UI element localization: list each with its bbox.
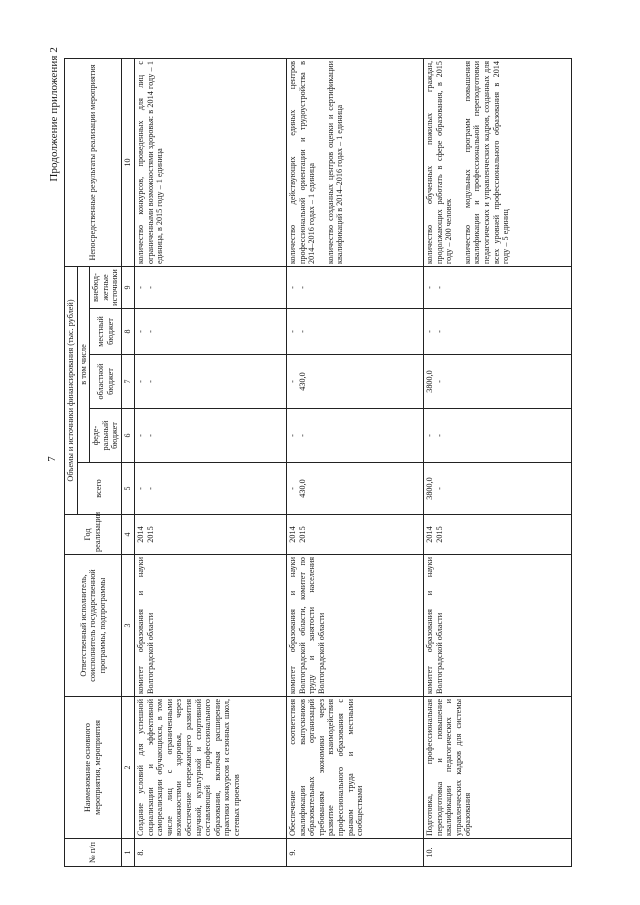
years: 2014 2015	[423, 515, 571, 555]
column-number: 10	[121, 59, 134, 267]
funding-extrabudgetary: - -	[134, 267, 286, 309]
executor: комитет образования и науки Волгоградской области, комитет по труду и занятости населения Волгоградской области	[286, 555, 423, 697]
row-number: 9.	[286, 839, 423, 867]
column-number: 1	[121, 839, 134, 867]
results	[423, 59, 571, 267]
table-row	[134, 59, 286, 867]
row-number: 10.	[423, 839, 571, 867]
funding-local: - -	[286, 309, 423, 355]
result-item: количество модульных программ повышения квалификации и профессиональной переподготовки педагогических и управленческих кадров, созданных для всех уровней профессионального образования в 2014 году – 5 единиц	[462, 61, 511, 264]
header-executor: Ответственный исполнитель, соисполнитель государственной программы, подпрограммы	[65, 555, 122, 697]
column-number: 2	[121, 697, 134, 839]
funding-local: - -	[134, 309, 286, 355]
funding-regional: - 430,0	[286, 355, 423, 409]
results	[134, 59, 286, 267]
header-regional-budget: областной бюджет	[90, 355, 122, 409]
column-number: 5	[121, 463, 134, 515]
funding-total: 3800,0 -	[423, 463, 571, 515]
column-number: 6	[121, 409, 134, 463]
funding-regional: 3800,0 -	[423, 355, 571, 409]
result-item: количество действующих единых центров профессиональной ориентации и трудоустройства в 2014–2016 годах – 1 единица	[287, 61, 317, 264]
activity-name: Подготовка, профессиональная переподготовка и повышение квалификации педагогических и управленческих кадров для системы образования	[423, 697, 571, 839]
activity-name: Обеспечение соответствия квалификации выпускников образовательных организаций требованиям экономики через развитие взаимодействия профессионального образования с рынком труда и местными сообществами	[286, 697, 423, 839]
result-item: количество созданных центров оценки и сертификации квалификаций в 2014–2016 годах – 1 единица	[325, 61, 345, 264]
table-row	[423, 59, 571, 867]
result-item: количество обученных пожилых граждан, продолжающих работать в сфере образования, в 2015 году – 200 человек	[424, 61, 454, 264]
funding-regional: - -	[134, 355, 286, 409]
appendix-caption: Продолжение приложения 2	[48, 47, 60, 182]
results	[286, 59, 423, 267]
funding-local: - -	[423, 309, 571, 355]
funding-extrabudgetary: - -	[423, 267, 571, 309]
program-table	[64, 58, 572, 867]
funding-federal: - -	[286, 409, 423, 463]
header-federal-budget: феде-ральный бюджет	[90, 409, 122, 463]
years: 2014 2015	[134, 515, 286, 555]
page-number: 7	[46, 456, 58, 462]
header-including: в том числе	[77, 267, 90, 463]
funding-extrabudgetary: - -	[286, 267, 423, 309]
column-number: 9	[121, 267, 134, 309]
funding-federal: - -	[134, 409, 286, 463]
activity-name: Создание условий для успешной социализации и эффективной самореализации обучающихся, в том числе лиц с ограниченными возможностями здоровья, через обеспечение опережающего развития научной, культурной и спортивной составляющей профессионального образования, включая расширение практики конкурсов и сезонных школ, сетевых проектов	[134, 697, 286, 839]
column-number: 8	[121, 309, 134, 355]
column-number: 3	[121, 555, 134, 697]
header-total: всего	[77, 463, 121, 515]
header-year: Год реализации	[65, 515, 122, 555]
header-results: Непосредственные результаты реализации мероприятия	[65, 59, 122, 267]
header-extrabudgetary: внебюд-жетные источники	[90, 267, 122, 309]
executor: комитет образования и науки Волгоградской области	[423, 555, 571, 697]
funding-total: - -	[134, 463, 286, 515]
table-row	[286, 59, 423, 867]
row-number: 8.	[134, 839, 286, 867]
header-local-budget: местный бюджет	[90, 309, 122, 355]
header-number: № п/п	[65, 839, 122, 867]
header-activity-name: Наименование основного мероприятия, мероприятия	[65, 697, 122, 839]
header-funding: Объемы и источники финансирования (тыс. рублей)	[65, 267, 78, 515]
funding-federal: - -	[423, 409, 571, 463]
years: 2014 2015	[286, 515, 423, 555]
column-number: 7	[121, 355, 134, 409]
executor: комитет образования и науки Волгоградской области	[134, 555, 286, 697]
funding-total: - 430,0	[286, 463, 423, 515]
result-item: количество конкурсов, проведенных для лиц с ограниченными возможностями здоровья: в 2014 году – 1 единица, в 2015 году – 1 единица	[135, 61, 165, 264]
column-number: 4	[121, 515, 134, 555]
